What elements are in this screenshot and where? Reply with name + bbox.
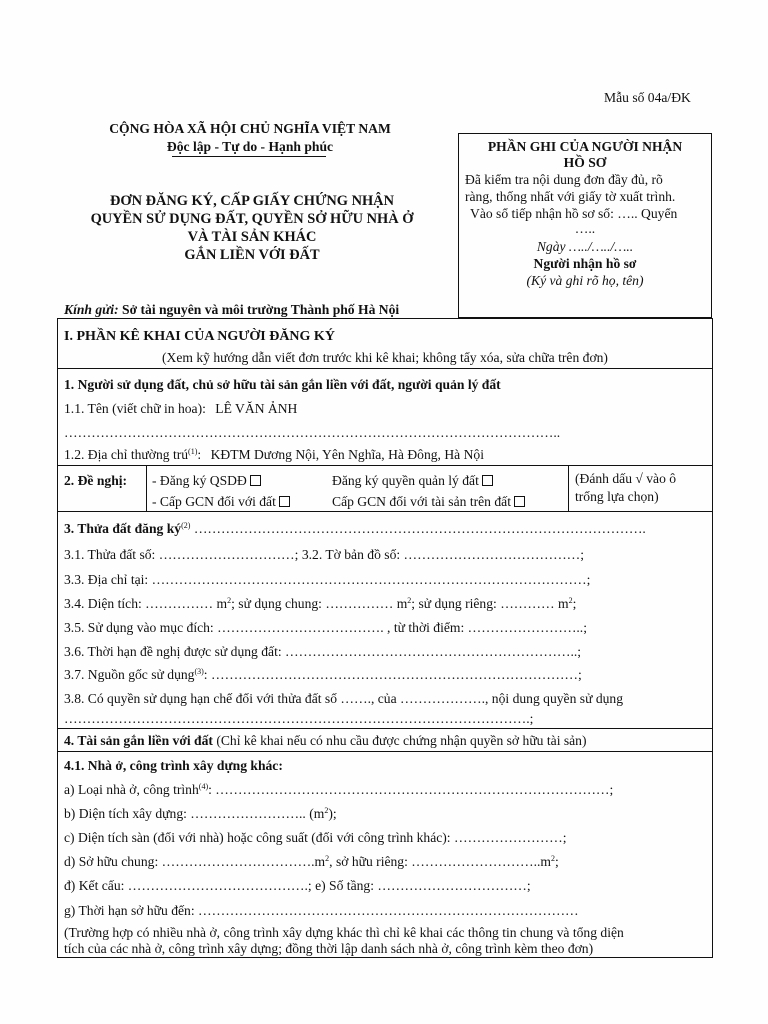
origin-row xyxy=(64,667,582,683)
building-type-row xyxy=(64,782,613,798)
option-register-land-use-label: - Đăng ký QSDĐ xyxy=(152,473,247,488)
divider xyxy=(57,728,713,729)
divider xyxy=(57,751,713,752)
option-register-land-management[interactable] xyxy=(332,473,493,489)
ownership-end: ; xyxy=(555,854,559,869)
squared: 2 xyxy=(407,596,412,605)
squared: 2 xyxy=(568,596,573,605)
country-heading: CỘNG HÒA XÃ HỘI CHỦ NGHĨA VIỆT NAM xyxy=(109,121,391,136)
structure-floors-row: đ) Kết cấu: ………………………………….; e) Số tầng: ……………………………; xyxy=(64,878,531,893)
item4-note-line1: (Trường hợp có nhiều nhà ở, công trình xây dựng khác thì chỉ kê khai các thông tin chung và tổng diện xyxy=(64,925,624,940)
checkbox[interactable] xyxy=(514,496,525,507)
building-type-label: a) Loại nhà ở, công trình xyxy=(64,782,199,797)
item1-title: 1. Người sử dụng đất, chủ sở hữu tài sản gắn liền với đất, người quản lý đất xyxy=(64,377,501,392)
limited-rights-continuation: ………………………………………………………………………………………….; xyxy=(64,711,534,726)
area-private: ; sử dụng riêng: ………… m xyxy=(411,596,569,611)
item3-title-dots: ………………………………………………………………………………………. xyxy=(190,521,646,536)
footnote-ref: (3) xyxy=(194,667,204,676)
term-row: 3.6. Thời hạn đề nghị được sử dụng đất: ………………………………………………………..; xyxy=(64,644,582,659)
floor-area-row: c) Diện tích sàn (đối với nhà) hoặc công suất (đối với công trình khác): ……………………; xyxy=(64,830,567,845)
receiver-box-title1: PHẦN GHI CỦA NGƯỜI NHẬN xyxy=(487,139,683,154)
receiver-box-text1: Đã kiểm tra nội dung đơn đầy đủ, rõ xyxy=(465,172,663,187)
recipient-value: Sở tài nguyên và môi trường Thành phố Hà Nội xyxy=(122,302,400,317)
option-certificate-land-label: - Cấp GCN đối với đất xyxy=(152,494,276,509)
footnote-ref: (1) xyxy=(188,447,198,456)
address-row xyxy=(64,447,484,463)
form-title-line1: ĐƠN ĐĂNG KÝ, CẤP GIẤY CHỨNG NHẬN xyxy=(110,193,394,209)
recipient-label: Kính gửi: xyxy=(64,302,119,317)
form-title-line2: QUYỀN SỬ DỤNG ĐẤT, QUYỀN SỞ HỮU NHÀ Ở xyxy=(90,211,414,227)
form-title-line4: GẮN LIỀN VỚI ĐẤT xyxy=(184,247,320,263)
item2-note1: (Đánh dấu √ vào ô xyxy=(575,471,677,486)
area-shared: ; sử dụng chung: …………… m xyxy=(231,596,408,611)
parcel-address-row: 3.3. Địa chỉ tại: ……………………………………………………………………………………; xyxy=(64,572,591,587)
address-label: 1.2. Địa chỉ thường trú xyxy=(64,447,189,462)
origin-label: 3.7. Nguồn gốc sử dụng xyxy=(64,667,195,682)
ownership-shared: d) Sở hữu chung: …………………………….m xyxy=(64,854,326,869)
divider xyxy=(57,465,713,466)
squared: 2 xyxy=(324,806,329,815)
address-colon: : xyxy=(197,447,202,462)
area-row xyxy=(64,596,576,612)
item2-divider-right xyxy=(568,465,569,511)
ownership-row xyxy=(64,854,559,870)
construction-area-label: b) Diện tích xây dựng: …………………….. (m xyxy=(64,806,325,821)
receiver-date: Ngày …../…../….. xyxy=(536,239,634,254)
recipient xyxy=(64,302,399,318)
name-label: 1.1. Tên (viết chữ in hoa): xyxy=(64,401,206,416)
item2-note2: trống lựa chọn) xyxy=(575,489,659,504)
divider xyxy=(57,368,713,369)
parcel-number-row: 3.1. Thửa đất số: …………………………; 3.2. Tờ bản đồ số: …………………………………; xyxy=(64,547,585,562)
building-type-dots: : ……………………………………………………………………………; xyxy=(208,782,614,797)
receiver-box-title2: HỒ SƠ xyxy=(563,155,607,170)
name-row xyxy=(64,401,297,417)
option-register-land-management-label: Đăng ký quyền quản lý đất xyxy=(332,473,479,488)
item2-divider-left xyxy=(146,465,147,511)
construction-area-end: ); xyxy=(328,806,337,821)
limited-rights-row: 3.8. Có quyền sử dụng hạn chế đối với thửa đất số ……., của ………………., nội dung quyền sử dụng xyxy=(64,691,624,706)
name-continuation-dots: ……………………………………………………………………………………………….. xyxy=(64,425,561,440)
footnote-ref: (2) xyxy=(181,521,191,530)
motto-underline xyxy=(172,156,326,157)
name-value: LÊ VĂN ẢNH xyxy=(215,401,298,416)
checkbox[interactable] xyxy=(482,475,493,486)
item3-title: 3. Thửa đất đăng ký xyxy=(64,521,182,536)
address-value: KĐTM Dương Nội, Yên Nghĩa, Hà Đông, Hà Nội xyxy=(210,447,484,462)
option-certificate-assets[interactable] xyxy=(332,494,525,510)
ownership-private: , sở hữu riêng: ………………………..m xyxy=(329,854,551,869)
form-title-line3: VÀ TÀI SẢN KHÁC xyxy=(187,229,317,245)
receiver-box-text2: ràng, thống nhất với giấy tờ xuất trình. xyxy=(465,189,676,204)
item2-label: 2. Đề nghị: xyxy=(64,473,128,488)
item4-title: 4. Tài sản gắn liền với đất xyxy=(64,733,213,748)
checkbox[interactable] xyxy=(250,475,261,486)
section1-note: (Xem kỹ hướng dẫn viết đơn trước khi kê khai; không tẩy xóa, sửa chữa trên đơn) xyxy=(162,350,608,365)
construction-area-row xyxy=(64,806,337,822)
option-certificate-assets-label: Cấp GCN đối với tài sản trên đất xyxy=(332,494,511,509)
divider xyxy=(57,511,713,512)
section1-title: I. PHẦN KÊ KHAI CỦA NGƯỜI ĐĂNG KÝ xyxy=(64,329,335,344)
purpose-row: 3.5. Sử dụng vào mục đích: ………………………………. , từ thời điểm: ……………………..; xyxy=(64,620,587,635)
checkbox[interactable] xyxy=(279,496,290,507)
origin-dots: : ………………………………………………………………………; xyxy=(203,667,582,682)
item4-note-line2: tích của các nhà ở, công trình xây dựng; đồng thời lập danh sách nhà ở, công trình kèm theo đơn) xyxy=(64,941,594,956)
ownership-term-row: g) Thời hạn sở hữu đến: ………………………………………………………………………… xyxy=(64,903,579,918)
footnote-ref: (4) xyxy=(198,782,209,791)
receiver-sign-note: (Ký và ghi rõ họ, tên) xyxy=(526,273,644,288)
squared: 2 xyxy=(325,854,330,863)
receiver-box-text4: ….. xyxy=(574,221,596,236)
item4-sub-title: 4.1. Nhà ở, công trình xây dựng khác: xyxy=(64,758,283,773)
item3-title-row xyxy=(64,521,646,537)
squared: 2 xyxy=(227,596,232,605)
item4-note: (Chỉ kê khai nếu có nhu cầu được chứng nhận quyền sở hữu tài sản) xyxy=(212,733,587,748)
area-end: ; xyxy=(572,596,577,611)
option-register-land-use[interactable] xyxy=(152,473,261,489)
receiver-signer: Người nhận hồ sơ xyxy=(533,256,637,271)
motto: Độc lập - Tự do - Hạnh phúc xyxy=(166,139,334,154)
item4-title-row xyxy=(64,733,587,749)
area-total: 3.4. Diện tích: …………… m xyxy=(64,596,228,611)
form-code: Mẫu số 04a/ĐK xyxy=(604,90,691,105)
squared: 2 xyxy=(551,854,555,863)
option-certificate-land[interactable] xyxy=(152,494,290,510)
receiver-box-text3: Vào sổ tiếp nhận hồ sơ số: ….. Quyển xyxy=(470,206,678,221)
